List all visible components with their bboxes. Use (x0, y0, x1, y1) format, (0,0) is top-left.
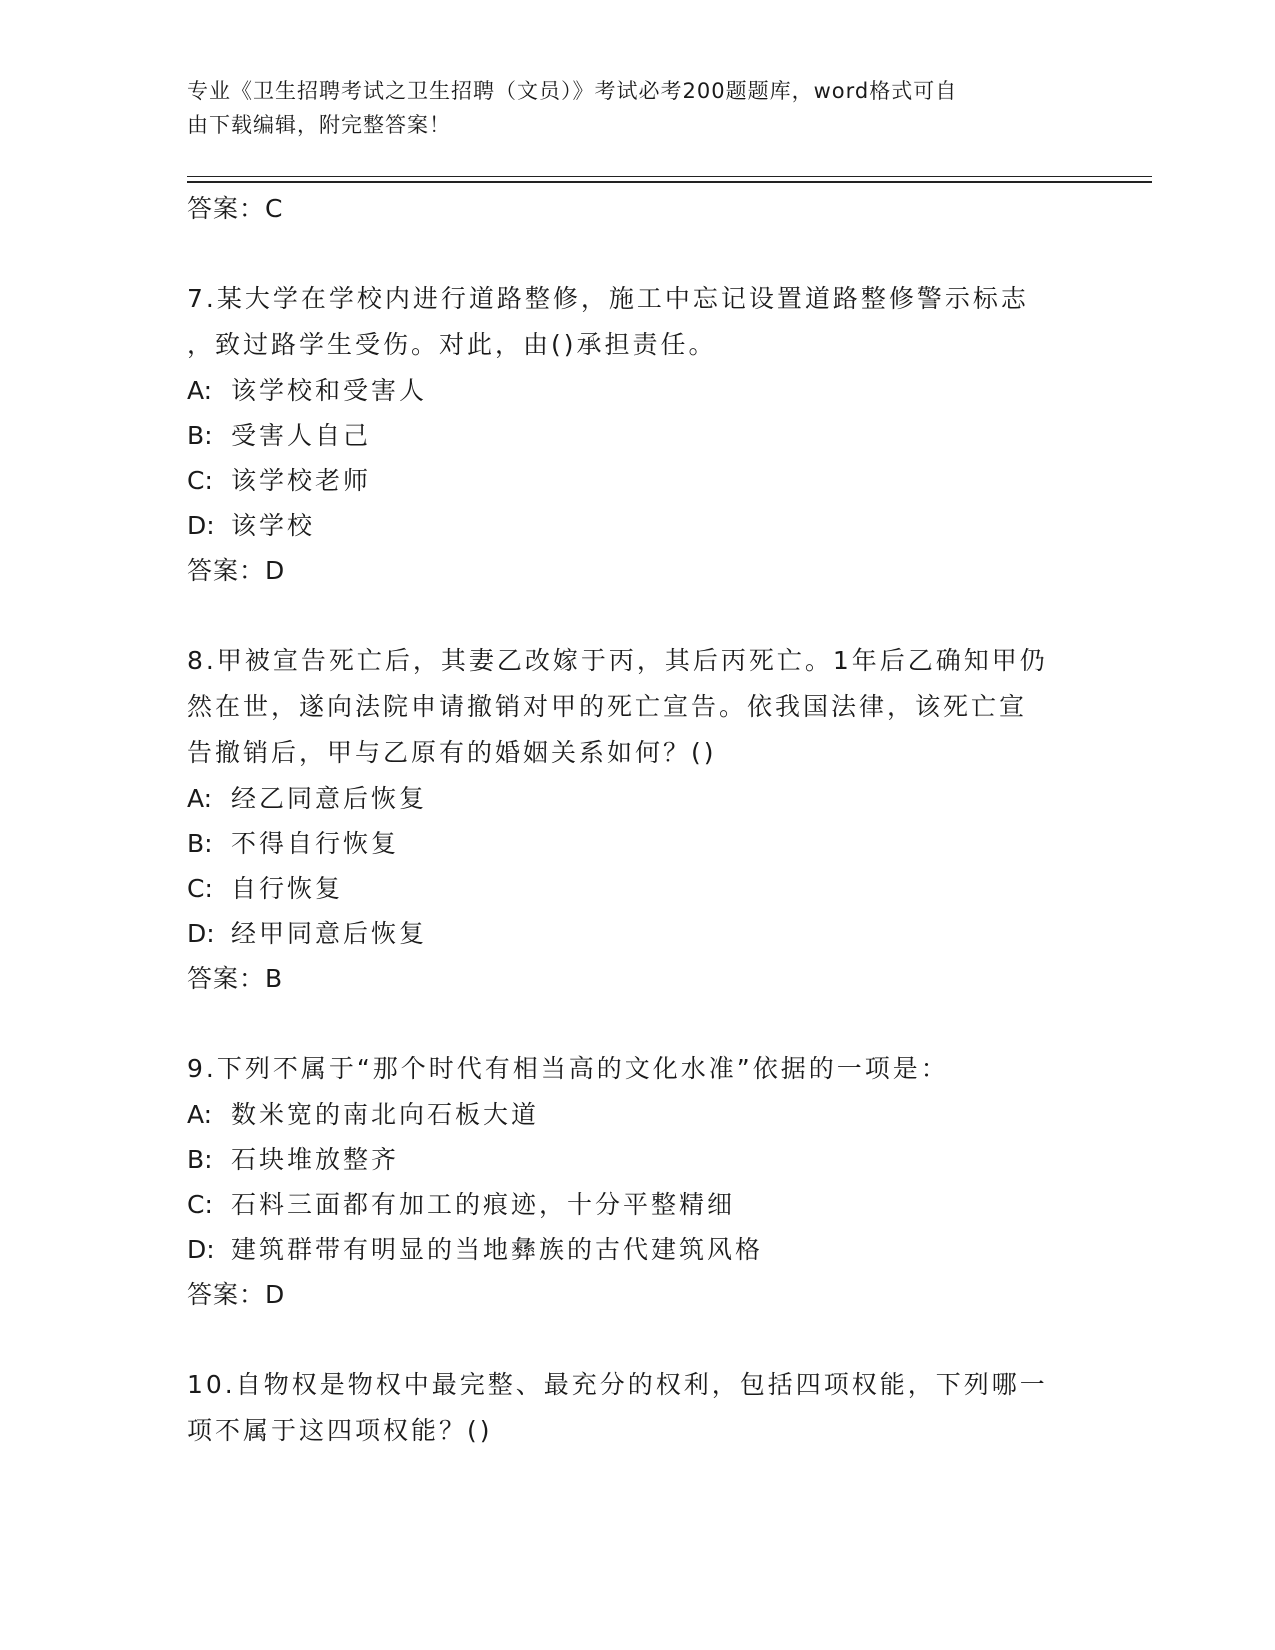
header-line-1: 专业《卫生招聘考试之卫生招聘（文员）》考试必考200题题库，word格式可自 (187, 79, 958, 103)
question-8 (187, 638, 1087, 1002)
option-letter: D: (187, 1235, 215, 1264)
option-text: 受害人自己 (231, 421, 372, 450)
option-letter: C: (187, 466, 213, 495)
question-7-option-b (187, 413, 1087, 458)
question-9-line-1: 9.下列不属于“那个时代有相当高的文化水准”依据的一项是： (187, 1054, 949, 1083)
header-line-2: 由下载编辑，附完整答案！ (187, 113, 451, 137)
question-8-option-d (187, 911, 1087, 956)
question-7-option-a (187, 368, 1087, 413)
option-letter: C: (187, 874, 213, 903)
option-text: 该学校和受害人 (231, 376, 428, 405)
option-text: 自行恢复 (231, 874, 344, 903)
option-letter: C: (187, 1190, 213, 1219)
option-text: 石块堆放整齐 (231, 1145, 400, 1174)
option-text: 不得自行恢复 (231, 829, 400, 858)
question-7 (187, 276, 1087, 594)
option-letter: D: (187, 919, 215, 948)
question-9-option-b (187, 1137, 1087, 1182)
option-letter: A: (187, 784, 213, 813)
option-text: 石料三面都有加工的痕迹，十分平整精细 (231, 1190, 736, 1219)
spacer (187, 1002, 1087, 1046)
option-letter: A: (187, 1100, 213, 1129)
question-9-answer: 答案：D (187, 1280, 286, 1309)
question-8-option-c (187, 866, 1087, 911)
spacer (187, 232, 1087, 276)
question-7-line-2: ，致过路学生受伤。对此，由()承担责任。 (187, 330, 717, 359)
question-7-option-c (187, 458, 1087, 503)
question-8-line-3: 告撤销后，甲与乙原有的婚姻关系如何？() (187, 738, 717, 767)
header-divider-thick (187, 181, 1152, 183)
option-text: 该学校 (231, 511, 316, 540)
option-letter: B: (187, 829, 213, 858)
option-text: 数米宽的南北向石板大道 (231, 1100, 540, 1129)
question-7-answer: 答案：D (187, 556, 286, 585)
option-text: 经甲同意后恢复 (231, 919, 428, 948)
question-8-line-2: 然在世，遂向法院申请撤销对甲的死亡宣告。依我国法律，该死亡宣 (187, 692, 1028, 721)
option-text: 该学校老师 (231, 466, 372, 495)
question-9-option-a (187, 1092, 1087, 1137)
document-header (187, 74, 1087, 142)
question-10 (187, 1362, 1087, 1454)
option-letter: A: (187, 376, 213, 405)
question-7-option-d (187, 503, 1087, 548)
spacer (187, 594, 1087, 638)
answer-previous: 答案：C (187, 194, 284, 223)
question-8-option-b (187, 821, 1087, 866)
question-list (187, 186, 1087, 1454)
question-9 (187, 1046, 1087, 1318)
question-8-answer: 答案：B (187, 964, 284, 993)
question-10-line-1: 10.自物权是物权中最完整、最充分的权利，包括四项权能，下列哪一 (187, 1370, 1048, 1399)
option-text: 建筑群带有明显的当地彝族的古代建筑风格 (231, 1235, 764, 1264)
option-letter: B: (187, 1145, 213, 1174)
option-letter: B: (187, 421, 213, 450)
header-divider-thin (187, 176, 1152, 177)
question-9-option-c (187, 1182, 1087, 1227)
question-9-option-d (187, 1227, 1087, 1272)
question-10-line-2: 项不属于这四项权能？() (187, 1416, 493, 1445)
option-text: 经乙同意后恢复 (231, 784, 428, 813)
question-8-line-1: 8.甲被宣告死亡后，其妻乙改嫁于丙，其后丙死亡。1年后乙确知甲仍 (187, 646, 1048, 675)
option-letter: D: (187, 511, 215, 540)
question-8-option-a (187, 776, 1087, 821)
spacer (187, 1318, 1087, 1362)
question-7-line-1: 7.某大学在学校内进行道路整修，施工中忘记设置道路整修警示标志 (187, 284, 1029, 313)
